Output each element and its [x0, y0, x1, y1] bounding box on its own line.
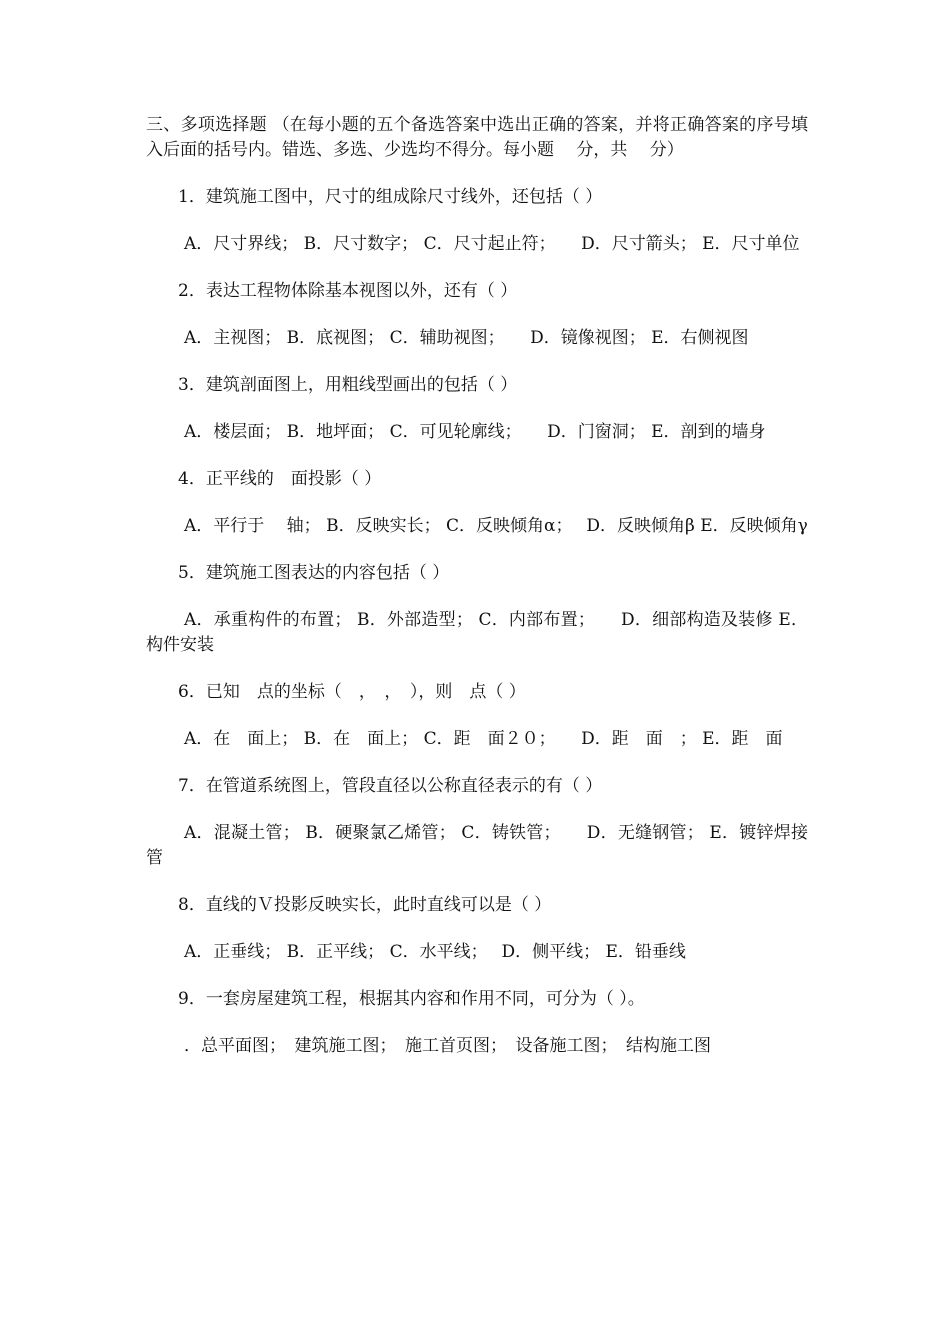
question-5-options: A．承重构件的布置； B．外部造型； C．内部布置； D．细部构造及装修 E．构件安装 — [146, 610, 808, 655]
question-7-options: A．混凝土管； B．硬聚氯乙烯管； C．铸铁管； D．无缝钢管； E．镀锌焊接管 — [146, 823, 808, 868]
question-4-options: A．平行于 轴； B．反映实长； C．反映倾角α； D．反映倾角β E．反映倾角γ — [184, 516, 808, 536]
question-7-stem: 7．在管道系统图上，管段直径以公称直径表示的有（ ） — [178, 776, 603, 796]
question-8-options: A．正垂线； B．正平线； C．水平线； D．侧平线； E．铅垂线 — [184, 942, 686, 962]
section-header: 三、多项选择题 （在每小题的五个备选答案中选出正确的答案，并将正确答案的序号填入后面的括号内。错选、多选、少选均不得分。每小题 分，共 分） — [146, 115, 808, 160]
question-9-stem: 9．一套房屋建筑工程，根据其内容和作用不同，可分为（ ）。 — [178, 989, 645, 1009]
question-4-stem: 4．正平线的 面投影（ ） — [178, 469, 382, 489]
question-1-stem: 1．建筑施工图中，尺寸的组成除尺寸线外，还包括（ ） — [178, 187, 603, 207]
question-3-options: A．楼层面； B．地坪面； C．可见轮廓线； D．门窗洞； E．剖到的墙身 — [184, 422, 766, 442]
question-8-stem: 8．直线的Ｖ投影反映实长，此时直线可以是（ ） — [178, 895, 552, 915]
question-9-options: ．总平面图； 建筑施工图； 施工首页图； 设备施工图； 结构施工图 — [184, 1036, 711, 1056]
question-1-options: A．尺寸界线； B．尺寸数字； C．尺寸起止符； D．尺寸箭头； E．尺寸单位 — [184, 234, 800, 254]
question-5-stem: 5．建筑施工图表达的内容包括（ ） — [178, 563, 450, 583]
question-2-stem: 2．表达工程物体除基本视图以外，还有（ ） — [178, 281, 518, 301]
question-2-options: A．主视图； B．底视图； C．辅助视图； D．镜像视图； E．右侧视图 — [184, 328, 749, 348]
question-6-stem: 6．已知 点的坐标（ ， ， ），则 点（ ） — [178, 682, 526, 702]
document-page — [146, 113, 808, 1081]
question-3-stem: 3．建筑剖面图上，用粗线型画出的包括（ ） — [178, 375, 518, 395]
question-6-options: A．在 面上； B．在 面上； C．距 面２０； D．距 面 ； E．距 面 — [184, 729, 783, 749]
